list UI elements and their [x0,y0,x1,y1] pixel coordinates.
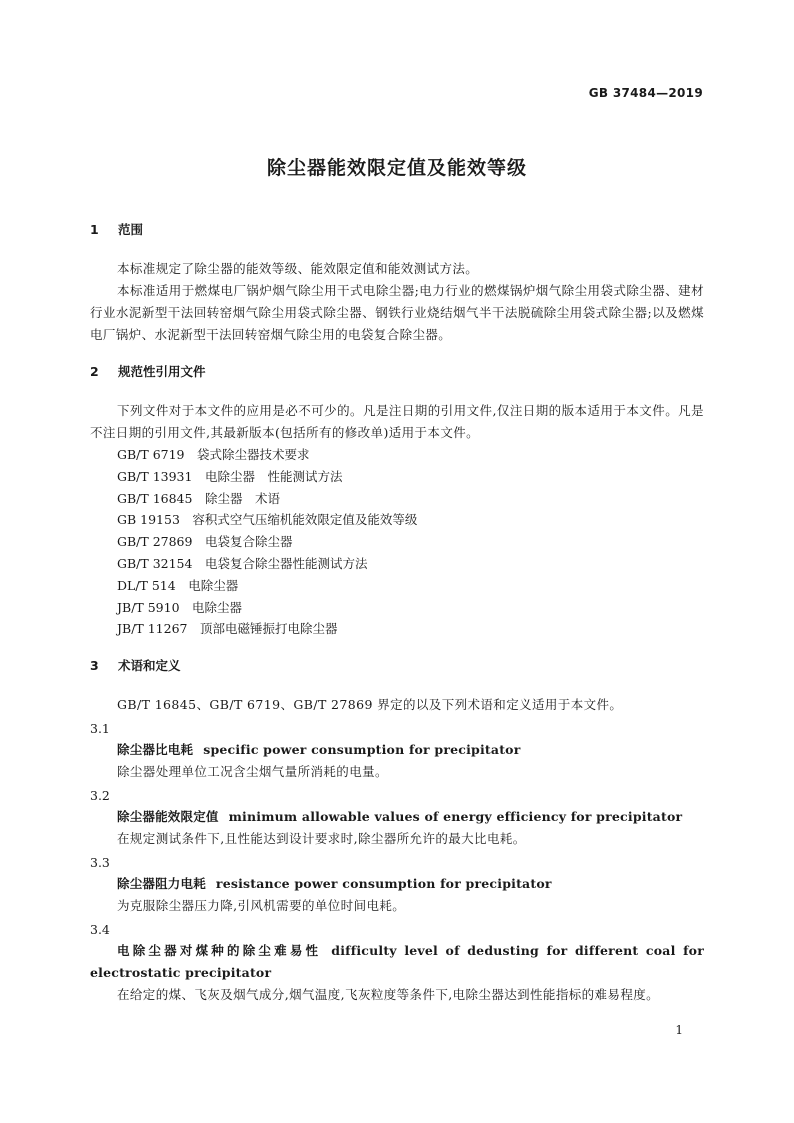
section-heading [90,362,704,382]
reference-item: GB/T 16845 除尘器 术语 [117,490,280,506]
paragraph: 本标准适用于燃煤电厂锅炉烟气除尘用干式电除尘器;电力行业的燃煤锅炉烟气除尘用袋式除尘器、建材行业水泥新型干法回转窑烟气除尘用袋式除尘器、钢铁行业烧结烟气半干法脱硫除尘用袋式除尘器;以及燃煤电厂锅炉、水泥新型干法回转窑烟气除尘用的电袋复合除尘器。 [90,283,704,342]
term-number: 3.4 [90,922,110,938]
section-heading [90,656,704,676]
document-title: 除尘器能效限定值及能效等级 [266,157,527,179]
term-zh: 除尘器比电耗 [117,742,194,758]
term-entry [90,940,704,984]
reference-item: GB/T 32154 电袋复合除尘器性能测试方法 [117,555,368,571]
term-zh: 电除尘器对煤种的除尘难易性 [117,943,322,959]
section-number: 2 [90,364,99,379]
paragraph: 本标准规定了除尘器的能效等级、能效限定值和能效测试方法。 [117,261,479,276]
reference-item: JB/T 11267 顶部电磁锤振打电除尘器 [117,621,338,637]
term-en: difficulty level of dedusting for different coal for electrostatic precipitator [90,943,704,981]
term-en: resistance power consumption for precipitator [215,876,552,892]
section-title: 术语和定义 [118,658,181,674]
page-number: 1 [675,1023,683,1037]
reference-item: DL/T 514 电除尘器 [117,577,239,593]
term-entry [90,739,704,761]
section-number: 1 [90,222,99,237]
standard-code: GB 37484—2019 [588,86,703,100]
reference-item: JB/T 5910 电除尘器 [117,599,243,615]
section-title: 范围 [118,222,144,237]
section-heading [90,220,704,240]
term-entry [90,806,704,828]
term-definition: 除尘器处理单位工况含尘烟气量所消耗的电量。 [117,764,388,780]
reference-item: GB/T 27869 电袋复合除尘器 [117,534,293,550]
paragraph: GB/T 16845、GB/T 6719、GB/T 27869 界定的以及下列术语和定义适用于本文件。 [117,697,623,713]
term-zh: 除尘器能效限定值 [117,809,219,825]
reference-item: GB/T 6719 袋式除尘器技术要求 [117,447,310,462]
term-number: 3.3 [90,855,110,871]
reference-item: GB 19153 容积式空气压缩机能效限定值及能效等级 [117,512,418,528]
term-entry [90,873,704,895]
term-definition: 在给定的煤、飞灰及烟气成分,烟气温度,飞灰粒度等条件下,电除尘器达到性能指标的难易程度。 [117,987,660,1003]
term-number: 3.1 [90,721,110,737]
reference-item: GB/T 13931 电除尘器 性能测试方法 [117,468,343,484]
section-title: 规范性引用文件 [118,364,206,379]
term-number: 3.2 [90,788,110,804]
term-definition: 在规定测试条件下,且性能达到设计要求时,除尘器所允许的最大比电耗。 [117,831,526,847]
paragraph: 下列文件对于本文件的应用是必不可少的。凡是注日期的引用文件,仅注日期的版本适用于本文件。凡是不注日期的引用文件,其最新版本(包括所有的修改单)适用于本文件。 [90,403,704,440]
term-zh: 除尘器阻力电耗 [117,876,206,892]
term-definition: 为克服除尘器压力降,引风机需要的单位时间电耗。 [117,898,406,914]
term-en: specific power consumption for precipitator [203,742,521,758]
term-en: minimum allowable values of energy efficiency for precipitator [228,809,683,825]
document-body [90,220,704,1006]
section-number: 3 [90,658,99,674]
